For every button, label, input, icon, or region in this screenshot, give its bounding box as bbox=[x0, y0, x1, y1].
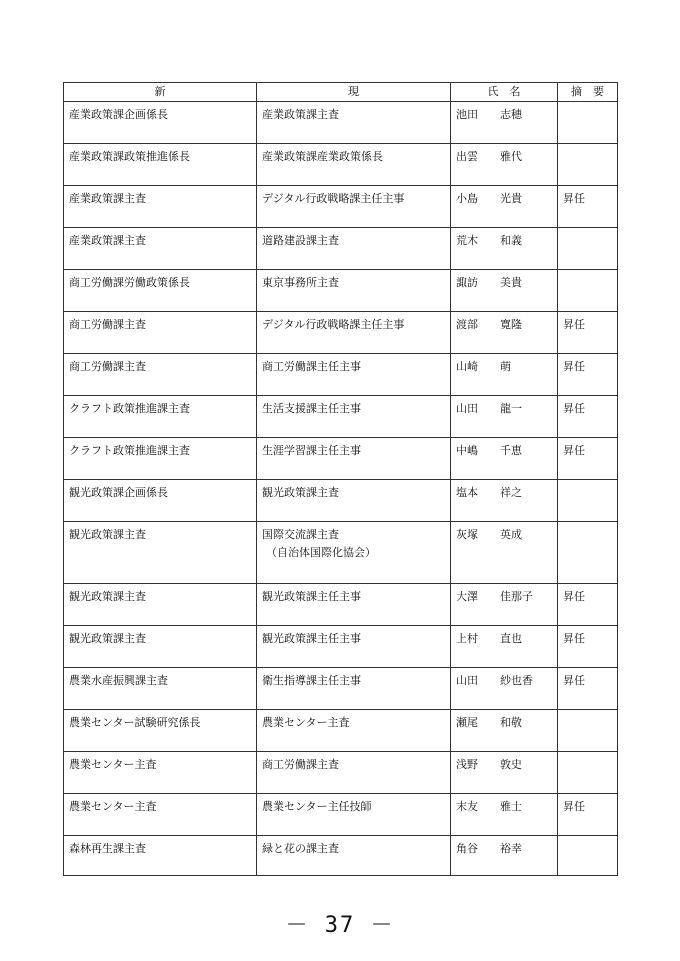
cell-note bbox=[558, 102, 618, 144]
family-name: 中嶋 bbox=[456, 444, 478, 457]
given-name: 裕幸 bbox=[500, 842, 522, 855]
table-row bbox=[64, 228, 618, 270]
cell-current-position bbox=[257, 312, 451, 354]
family-name: 山田 bbox=[456, 674, 478, 687]
table-row bbox=[64, 668, 618, 710]
cell-current-position bbox=[257, 752, 451, 794]
current-position-line1: 商工労働課主査 bbox=[262, 758, 339, 771]
cell-new-position: 商工労働課主査 bbox=[64, 312, 257, 354]
current-position-line1: 生活支援課主任主事 bbox=[262, 402, 361, 415]
cell-note: 昇任 bbox=[558, 794, 618, 836]
cell-new-position: 産業政策課主査 bbox=[64, 186, 257, 228]
cell-new-position: 観光政策課主査 bbox=[64, 522, 257, 584]
family-name: 荒木 bbox=[456, 234, 478, 247]
cell-person-name bbox=[451, 396, 558, 438]
family-name: 塩本 bbox=[456, 486, 478, 499]
given-name: 千恵 bbox=[500, 444, 522, 457]
cell-new-position: 農業水産振興課主査 bbox=[64, 668, 257, 710]
current-position-line1: 生涯学習課主任主事 bbox=[262, 444, 361, 457]
cell-person-name bbox=[451, 144, 558, 186]
table-row bbox=[64, 480, 618, 522]
family-name: 灰塚 bbox=[456, 528, 478, 541]
cell-current-position bbox=[257, 354, 451, 396]
cell-new-position: 森林再生課主査 bbox=[64, 836, 257, 876]
cell-new-position: クラフト政策推進課主査 bbox=[64, 396, 257, 438]
table-row bbox=[64, 710, 618, 752]
table-row bbox=[64, 626, 618, 668]
cell-current-position bbox=[257, 228, 451, 270]
table-row bbox=[64, 102, 618, 144]
given-name: 敦史 bbox=[500, 758, 522, 771]
cell-person-name bbox=[451, 438, 558, 480]
cell-note bbox=[558, 144, 618, 186]
cell-person-name bbox=[451, 668, 558, 710]
given-name: 佳那子 bbox=[500, 590, 533, 603]
cell-note: 昇任 bbox=[558, 584, 618, 626]
current-position-line1: デジタル行政戦略課主任主事 bbox=[262, 318, 405, 331]
cell-note: 昇任 bbox=[558, 354, 618, 396]
page-number: － 37 － bbox=[285, 913, 395, 938]
current-position-line1: 観光政策課主任主事 bbox=[262, 590, 361, 603]
current-position-line1: 商工労働課主任主事 bbox=[262, 360, 361, 373]
given-name: 紗也香 bbox=[500, 674, 533, 687]
cell-new-position: 農業センター試験研究係長 bbox=[64, 710, 257, 752]
family-name: 末友 bbox=[456, 800, 478, 813]
current-position-line1: 緑と花の課主査 bbox=[262, 842, 339, 855]
given-name: 英成 bbox=[500, 528, 522, 541]
cell-person-name bbox=[451, 626, 558, 668]
given-name: 雅士 bbox=[500, 800, 522, 813]
cell-person-name bbox=[451, 480, 558, 522]
family-name: 山崎 bbox=[456, 360, 478, 373]
cell-current-position bbox=[257, 794, 451, 836]
current-position-line1: 東京事務所主査 bbox=[262, 276, 339, 289]
family-name: 角谷 bbox=[456, 842, 478, 855]
cell-current-position bbox=[257, 710, 451, 752]
cell-new-position: 観光政策課企画係長 bbox=[64, 480, 257, 522]
cell-person-name bbox=[451, 836, 558, 876]
given-name: 美貴 bbox=[500, 276, 522, 289]
table-row bbox=[64, 438, 618, 480]
given-name: 和敬 bbox=[500, 716, 522, 729]
cell-person-name bbox=[451, 354, 558, 396]
given-name: 寛隆 bbox=[500, 318, 522, 331]
cell-note bbox=[558, 836, 618, 876]
cell-person-name bbox=[451, 312, 558, 354]
table-row bbox=[64, 396, 618, 438]
current-position-line1: 農業センター主査 bbox=[262, 716, 350, 729]
cell-person-name bbox=[451, 228, 558, 270]
given-name: 雅代 bbox=[500, 150, 522, 163]
current-position-line1: デジタル行政戦略課主任主事 bbox=[262, 192, 405, 205]
current-position-line1: 農業センター主任技師 bbox=[262, 800, 372, 813]
cell-note bbox=[558, 228, 618, 270]
current-position-line1: 産業政策課主査 bbox=[262, 108, 339, 121]
cell-current-position bbox=[257, 144, 451, 186]
header-new: 新 bbox=[64, 83, 257, 102]
cell-note: 昇任 bbox=[558, 312, 618, 354]
table-row bbox=[64, 752, 618, 794]
personnel-table bbox=[63, 82, 618, 876]
cell-new-position: 産業政策課企画係長 bbox=[64, 102, 257, 144]
cell-person-name bbox=[451, 752, 558, 794]
cell-person-name bbox=[451, 270, 558, 312]
current-position-line1: 国際交流課主査 bbox=[262, 528, 339, 541]
current-position-line1: 産業政策課産業政策係長 bbox=[262, 150, 383, 163]
family-name: 大澤 bbox=[456, 590, 478, 603]
table-row bbox=[64, 144, 618, 186]
cell-note bbox=[558, 270, 618, 312]
table-row bbox=[64, 584, 618, 626]
table-row bbox=[64, 186, 618, 228]
cell-note bbox=[558, 710, 618, 752]
family-name: 小島 bbox=[456, 192, 478, 205]
header-row bbox=[64, 83, 618, 102]
given-name: 和義 bbox=[500, 234, 522, 247]
cell-note: 昇任 bbox=[558, 438, 618, 480]
table-row bbox=[64, 794, 618, 836]
cell-note bbox=[558, 522, 618, 584]
header-name: 氏 名 bbox=[451, 83, 558, 102]
header-current: 現 bbox=[257, 83, 451, 102]
cell-new-position: 農業センター主査 bbox=[64, 794, 257, 836]
cell-current-position bbox=[257, 836, 451, 876]
cell-new-position: 観光政策課主査 bbox=[64, 584, 257, 626]
cell-new-position: 商工労働課労働政策係長 bbox=[64, 270, 257, 312]
cell-current-position bbox=[257, 102, 451, 144]
family-name: 渡部 bbox=[456, 318, 478, 331]
cell-note: 昇任 bbox=[558, 626, 618, 668]
table-row bbox=[64, 354, 618, 396]
table-row bbox=[64, 270, 618, 312]
family-name: 山田 bbox=[456, 402, 478, 415]
family-name: 浅野 bbox=[456, 758, 478, 771]
cell-note: 昇任 bbox=[558, 186, 618, 228]
cell-current-position bbox=[257, 270, 451, 312]
table-row bbox=[64, 522, 618, 584]
given-name: 萌 bbox=[500, 360, 511, 373]
current-position-line1: 観光政策課主査 bbox=[262, 486, 339, 499]
current-position-line1: 道路建設課主査 bbox=[262, 234, 339, 247]
table-row bbox=[64, 312, 618, 354]
table-row bbox=[64, 836, 618, 876]
cell-current-position bbox=[257, 626, 451, 668]
current-position-line1: 観光政策課主任主事 bbox=[262, 632, 361, 645]
family-name: 上村 bbox=[456, 632, 478, 645]
given-name: 光貴 bbox=[500, 192, 522, 205]
cell-note bbox=[558, 752, 618, 794]
cell-new-position: 産業政策課政策推進係長 bbox=[64, 144, 257, 186]
cell-current-position bbox=[257, 396, 451, 438]
cell-current-position bbox=[257, 438, 451, 480]
cell-person-name bbox=[451, 186, 558, 228]
cell-person-name bbox=[451, 584, 558, 626]
cell-current-position bbox=[257, 186, 451, 228]
given-name: 龍一 bbox=[500, 402, 522, 415]
cell-person-name bbox=[451, 522, 558, 584]
cell-new-position: 農業センター主査 bbox=[64, 752, 257, 794]
family-name: 瀬尾 bbox=[456, 716, 478, 729]
given-name: 直也 bbox=[500, 632, 522, 645]
cell-person-name bbox=[451, 102, 558, 144]
cell-current-position bbox=[257, 584, 451, 626]
cell-note bbox=[558, 480, 618, 522]
cell-current-position bbox=[257, 668, 451, 710]
current-position-line1: 衛生指導課主任主事 bbox=[262, 674, 361, 687]
given-name: 志穂 bbox=[500, 108, 522, 121]
family-name: 出雲 bbox=[456, 150, 478, 163]
family-name: 池田 bbox=[456, 108, 478, 121]
cell-new-position: 観光政策課主査 bbox=[64, 626, 257, 668]
header-note: 摘 要 bbox=[558, 83, 618, 102]
current-position-line2: （自治体国際化協会） bbox=[266, 546, 376, 559]
cell-new-position: クラフト政策推進課主査 bbox=[64, 438, 257, 480]
cell-new-position: 産業政策課主査 bbox=[64, 228, 257, 270]
cell-note: 昇任 bbox=[558, 668, 618, 710]
cell-new-position: 商工労働課主査 bbox=[64, 354, 257, 396]
cell-current-position bbox=[257, 522, 451, 584]
cell-person-name bbox=[451, 710, 558, 752]
given-name: 祥之 bbox=[500, 486, 522, 499]
cell-current-position bbox=[257, 480, 451, 522]
cell-note: 昇任 bbox=[558, 396, 618, 438]
cell-person-name bbox=[451, 794, 558, 836]
family-name: 諏訪 bbox=[456, 276, 478, 289]
